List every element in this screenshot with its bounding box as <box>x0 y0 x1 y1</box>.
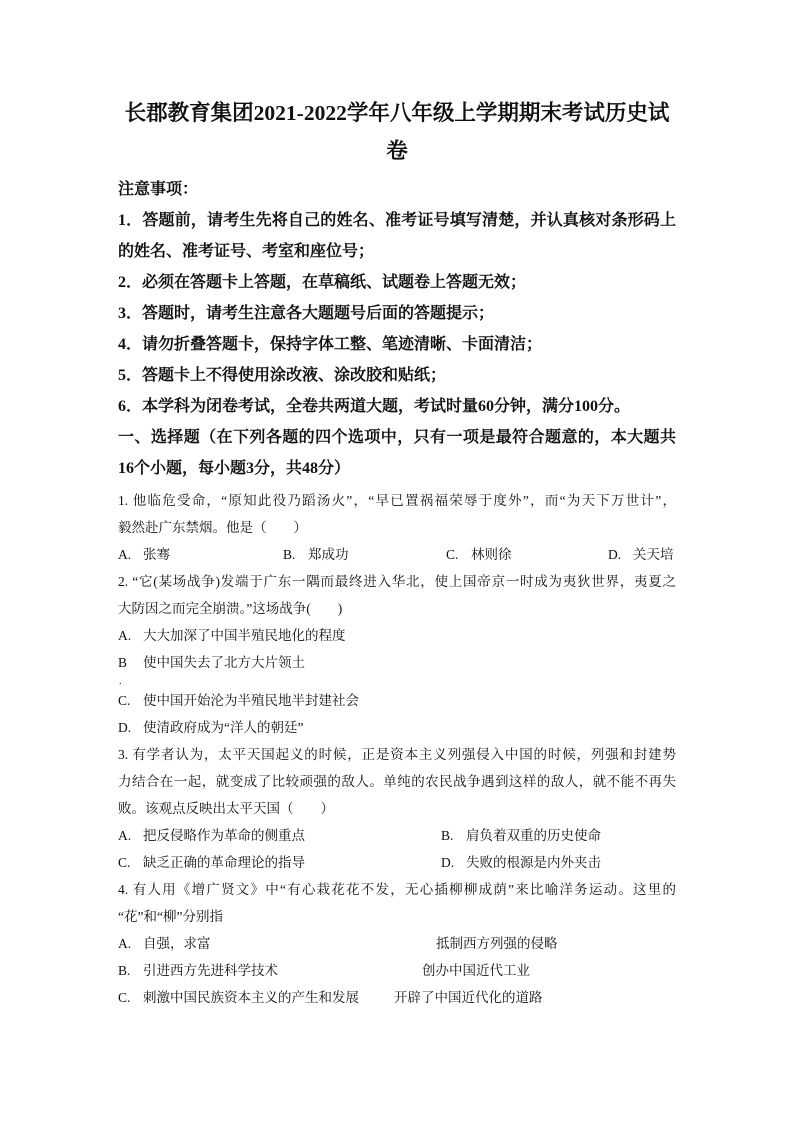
notice-heading: 注意事项： <box>118 181 199 198</box>
option-text: 失败的根源是内外夹击 <box>466 855 601 870</box>
section-heading-line: 16个小题，每小题3分，共48分） <box>118 460 351 477</box>
notice-line: 4．请勿折叠答题卡，保持字体工整、笔迹清晰、卡面清洁； <box>118 336 543 353</box>
option-label: B. <box>441 828 454 843</box>
option-paired-text: 创办中国近代工业 <box>422 963 530 978</box>
exam-title-line-2: 卷 <box>386 139 408 163</box>
option-text: 使清政府成为“洋人的朝廷” <box>143 720 304 735</box>
option-text: 使中国开始沦为半殖民地半封建社会 <box>143 693 359 708</box>
question-stem-line: 3. 有学者认为，太平天国起义的时候，正是资本主义列强侵入中国的时候，列强和封建势 <box>118 747 676 762</box>
option-label: A. <box>118 628 132 643</box>
section-heading-line: 一、选择题（在下列各题的四个选项中，只有一项是最符合题意的，本大题共 <box>118 429 676 446</box>
option-a <box>118 822 441 849</box>
option-d <box>441 849 601 876</box>
exam-content <box>118 94 676 1011</box>
question-4 <box>118 876 676 1011</box>
option-text: 刺激中国民族资本主义的产生和发展 <box>143 990 359 1005</box>
exam-title <box>118 94 676 170</box>
question-list <box>118 487 676 1011</box>
option-label: B <box>118 655 128 670</box>
option-label: B. <box>118 963 131 978</box>
notice-line: 2．必须在答题卡上答题，在草稿纸、试题卷上答题无效； <box>118 274 527 291</box>
option-d <box>118 714 676 741</box>
option-label: D. <box>118 720 132 735</box>
option-text: 肩负着双重的历史使命 <box>466 828 601 843</box>
option-text: 引进西方先进科学技术 <box>143 963 278 978</box>
notice-line: 3．答题时，请考生注意各大题题号后面的答题提示； <box>118 305 495 322</box>
notice-line: 的姓名、准考证号、考室和座位号； <box>118 243 375 260</box>
option-paired-text: 开辟了中国近代化的道路 <box>394 990 543 1005</box>
options-row <box>118 849 676 876</box>
question-stem-line: 1. 他临危受命，“原知此役乃蹈汤火”，“早已置祸福荣辱于度外”，而“为天下万世计”， <box>118 493 676 508</box>
option-b <box>118 649 676 676</box>
option-label: C. <box>118 855 131 870</box>
option-label: A. <box>118 547 132 562</box>
option-label: A. <box>118 828 132 843</box>
option-text: 把反侵略作为革命的侧重点 <box>143 828 305 843</box>
option-c <box>118 687 676 714</box>
question-1 <box>118 487 676 568</box>
option-label: D. <box>608 547 622 562</box>
question-stem-line: “花”和“柳”分别指 <box>118 909 223 924</box>
question-2 <box>118 568 676 741</box>
question-stem-line: 2. “它(某场战争)发端于广东一隅而最终进入华北，使上国帝京一时成为夷狄世界，夷夏之 <box>118 574 676 589</box>
option-label: B. <box>283 547 296 562</box>
option-text: 张骞 <box>143 547 170 562</box>
question-stem-line: 4. 有人用《增广贤文》中“有心栽花花不发，无心插柳柳成荫”来比喻洋务运动。这里的 <box>118 882 676 897</box>
option-text: 郑成功 <box>308 547 349 562</box>
option-b <box>441 822 601 849</box>
option-c <box>118 984 676 1011</box>
option-text: 使中国失去了北方大片领土 <box>143 655 305 670</box>
option-d <box>608 541 674 568</box>
notice-section <box>118 174 676 484</box>
option-c <box>446 541 608 568</box>
options-row <box>118 541 676 568</box>
exam-title-line-1: 长郡教育集团2021-2022学年八年级上学期期末考试历史试 <box>124 101 670 125</box>
option-b <box>283 541 446 568</box>
notice-line: 1．答题前，请考生先将自己的姓名、准考证号填写清楚，并认真核对条形码上 <box>118 212 676 229</box>
options-row <box>118 822 676 849</box>
option-text: 林则徐 <box>471 547 512 562</box>
option-label: C. <box>118 990 131 1005</box>
question-stem-line: 败。该观点反映出太平天国（ ） <box>118 801 334 816</box>
notice-line: 6．本学科为闭卷考试，全卷共两道大题，考试时量60分钟，满分100分。 <box>118 398 631 415</box>
option-text: 关天培 <box>633 547 674 562</box>
option-b <box>118 957 676 984</box>
question-3 <box>118 741 676 876</box>
stray-dot-mark: . <box>119 676 122 687</box>
option-text: 自强，求富 <box>143 936 211 951</box>
option-text: 大大加深了中国半殖民地化的程度 <box>143 628 346 643</box>
option-a <box>118 541 283 568</box>
option-c <box>118 849 441 876</box>
option-label: C. <box>118 693 131 708</box>
option-text: 缺乏正确的革命理论的指导 <box>143 855 305 870</box>
option-a <box>118 930 676 957</box>
question-stem-line: 大防因之而完全崩溃。”这场战争( ) <box>118 601 343 616</box>
question-stem-line: 力结合在一起，就变成了比较顽强的敌人。单纯的农民战争遇到这样的敌人，就不能不再失 <box>118 774 676 789</box>
option-label: D. <box>441 855 455 870</box>
option-paired-text: 抵制西方列强的侵略 <box>436 936 558 951</box>
notice-line: 5．答题卡上不得使用涂改液、涂改胶和贴纸； <box>118 367 447 384</box>
option-label: A. <box>118 936 132 951</box>
option-a <box>118 622 676 649</box>
question-stem-line: 毅然赴广东禁烟。他是（ ） <box>118 520 307 535</box>
option-label: C. <box>446 547 459 562</box>
